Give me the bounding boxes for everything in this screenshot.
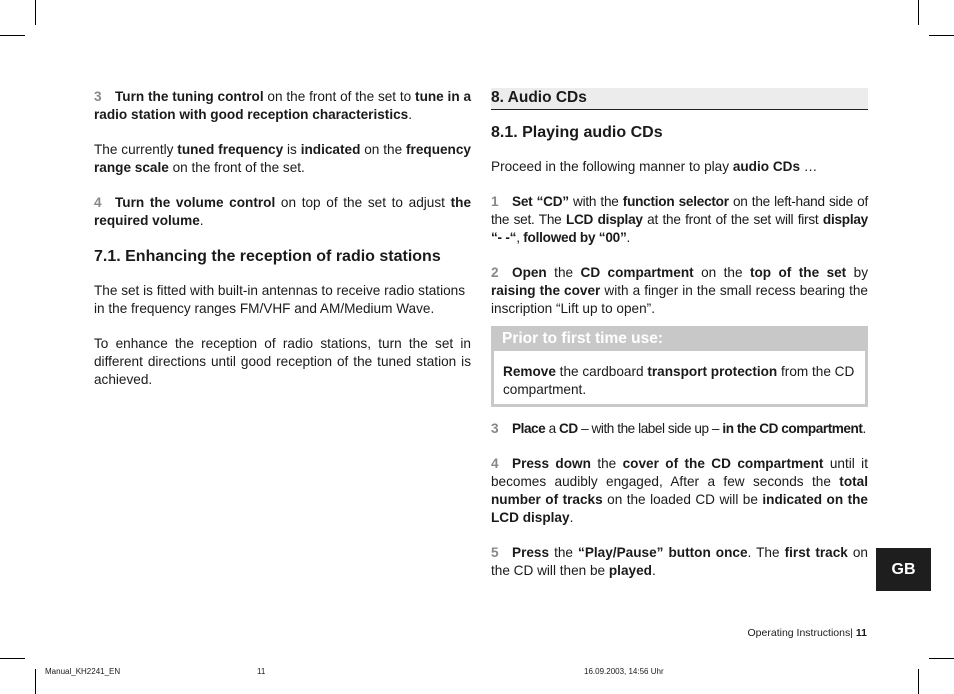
crop-mark — [918, 0, 919, 25]
crop-mark — [918, 669, 919, 694]
crop-mark — [0, 658, 25, 659]
footer-separator: | — [850, 627, 853, 639]
step-number: 4 — [94, 195, 102, 210]
step-number: 3 — [491, 421, 499, 436]
step-5-press-play: 5 Press the “Play/Pause” button once. The first track on the CD will then be played. — [491, 545, 868, 578]
notice-body: Remove the cardboard transport protection from the CD compartment. — [494, 351, 865, 404]
step-3-tuning: 3 Turn the tuning control on the front of the set to tune in a radio station with good reception characteristics. — [94, 89, 472, 122]
step-1-set-cd: 1 Set “CD” with the function selector on the left-hand side of the set. The LCD display at the front of the set will first display “- -“, followed by “00”. — [491, 194, 868, 245]
tuned-frequency-note: The currently tuned frequency is indicated on the frequency range scale on the front of the set. — [94, 142, 471, 175]
crop-mark — [35, 669, 36, 694]
page-number: 11 — [855, 627, 867, 639]
slug-page: 11 — [257, 667, 266, 676]
footer-text: Operating Instructions — [747, 627, 851, 639]
step-2-open-compartment: 2 Open the CD compartment on the top of the set by raising the cover with a finger in the small recess bearing the inscription “Lift up to open”. — [491, 265, 868, 316]
page-footer — [748, 627, 867, 639]
crop-mark — [0, 35, 25, 36]
step-4-volume: 4 Turn the volume control on top of the set to adjust the required volume. — [94, 195, 471, 228]
section-heading-7-1: 7.1. Enhancing the reception of radio stations — [94, 248, 441, 265]
section-heading-8-1: 8.1. Playing audio CDs — [491, 124, 663, 141]
crop-mark — [929, 658, 954, 659]
language-tab: GB — [876, 548, 931, 591]
step-number: 2 — [491, 265, 499, 280]
slug-filename: Manual_KH2241_EN — [45, 667, 121, 676]
intro-paragraph: Proceed in the following manner to play audio CDs … — [491, 159, 818, 174]
notice-title: Prior to first time use: — [494, 329, 865, 351]
step-number: 1 — [491, 194, 499, 209]
antenna-paragraph: The set is fitted with built-in antennas to receive radio stations in the frequency ranges FM/VHF and AM/Medium Wave. — [94, 283, 466, 316]
step-number: 3 — [94, 89, 102, 104]
step-number: 4 — [491, 456, 499, 471]
section-title-audio-cds: 8. Audio CDs — [491, 88, 868, 110]
left-column — [94, 88, 471, 406]
slug-date: 16.09.2003, 14:56 Uhr — [584, 667, 664, 676]
crop-mark — [929, 35, 954, 36]
reception-paragraph: To enhance the reception of radio stations, turn the set in different directions until good reception of the tuned station is achieved. — [94, 336, 471, 387]
notice-box — [491, 326, 868, 407]
crop-mark — [35, 0, 36, 25]
right-column — [491, 88, 868, 597]
step-3-place-cd: 3 Place a CD – with the label side up – in the CD compartment. — [491, 421, 866, 436]
step-number: 5 — [491, 545, 499, 560]
step-4-press-down: 4 Press down the cover of the CD compartment until it becomes audibly engaged, After a few seconds the total number of tracks on the loaded CD will be indicated on the LCD display. — [491, 456, 868, 525]
